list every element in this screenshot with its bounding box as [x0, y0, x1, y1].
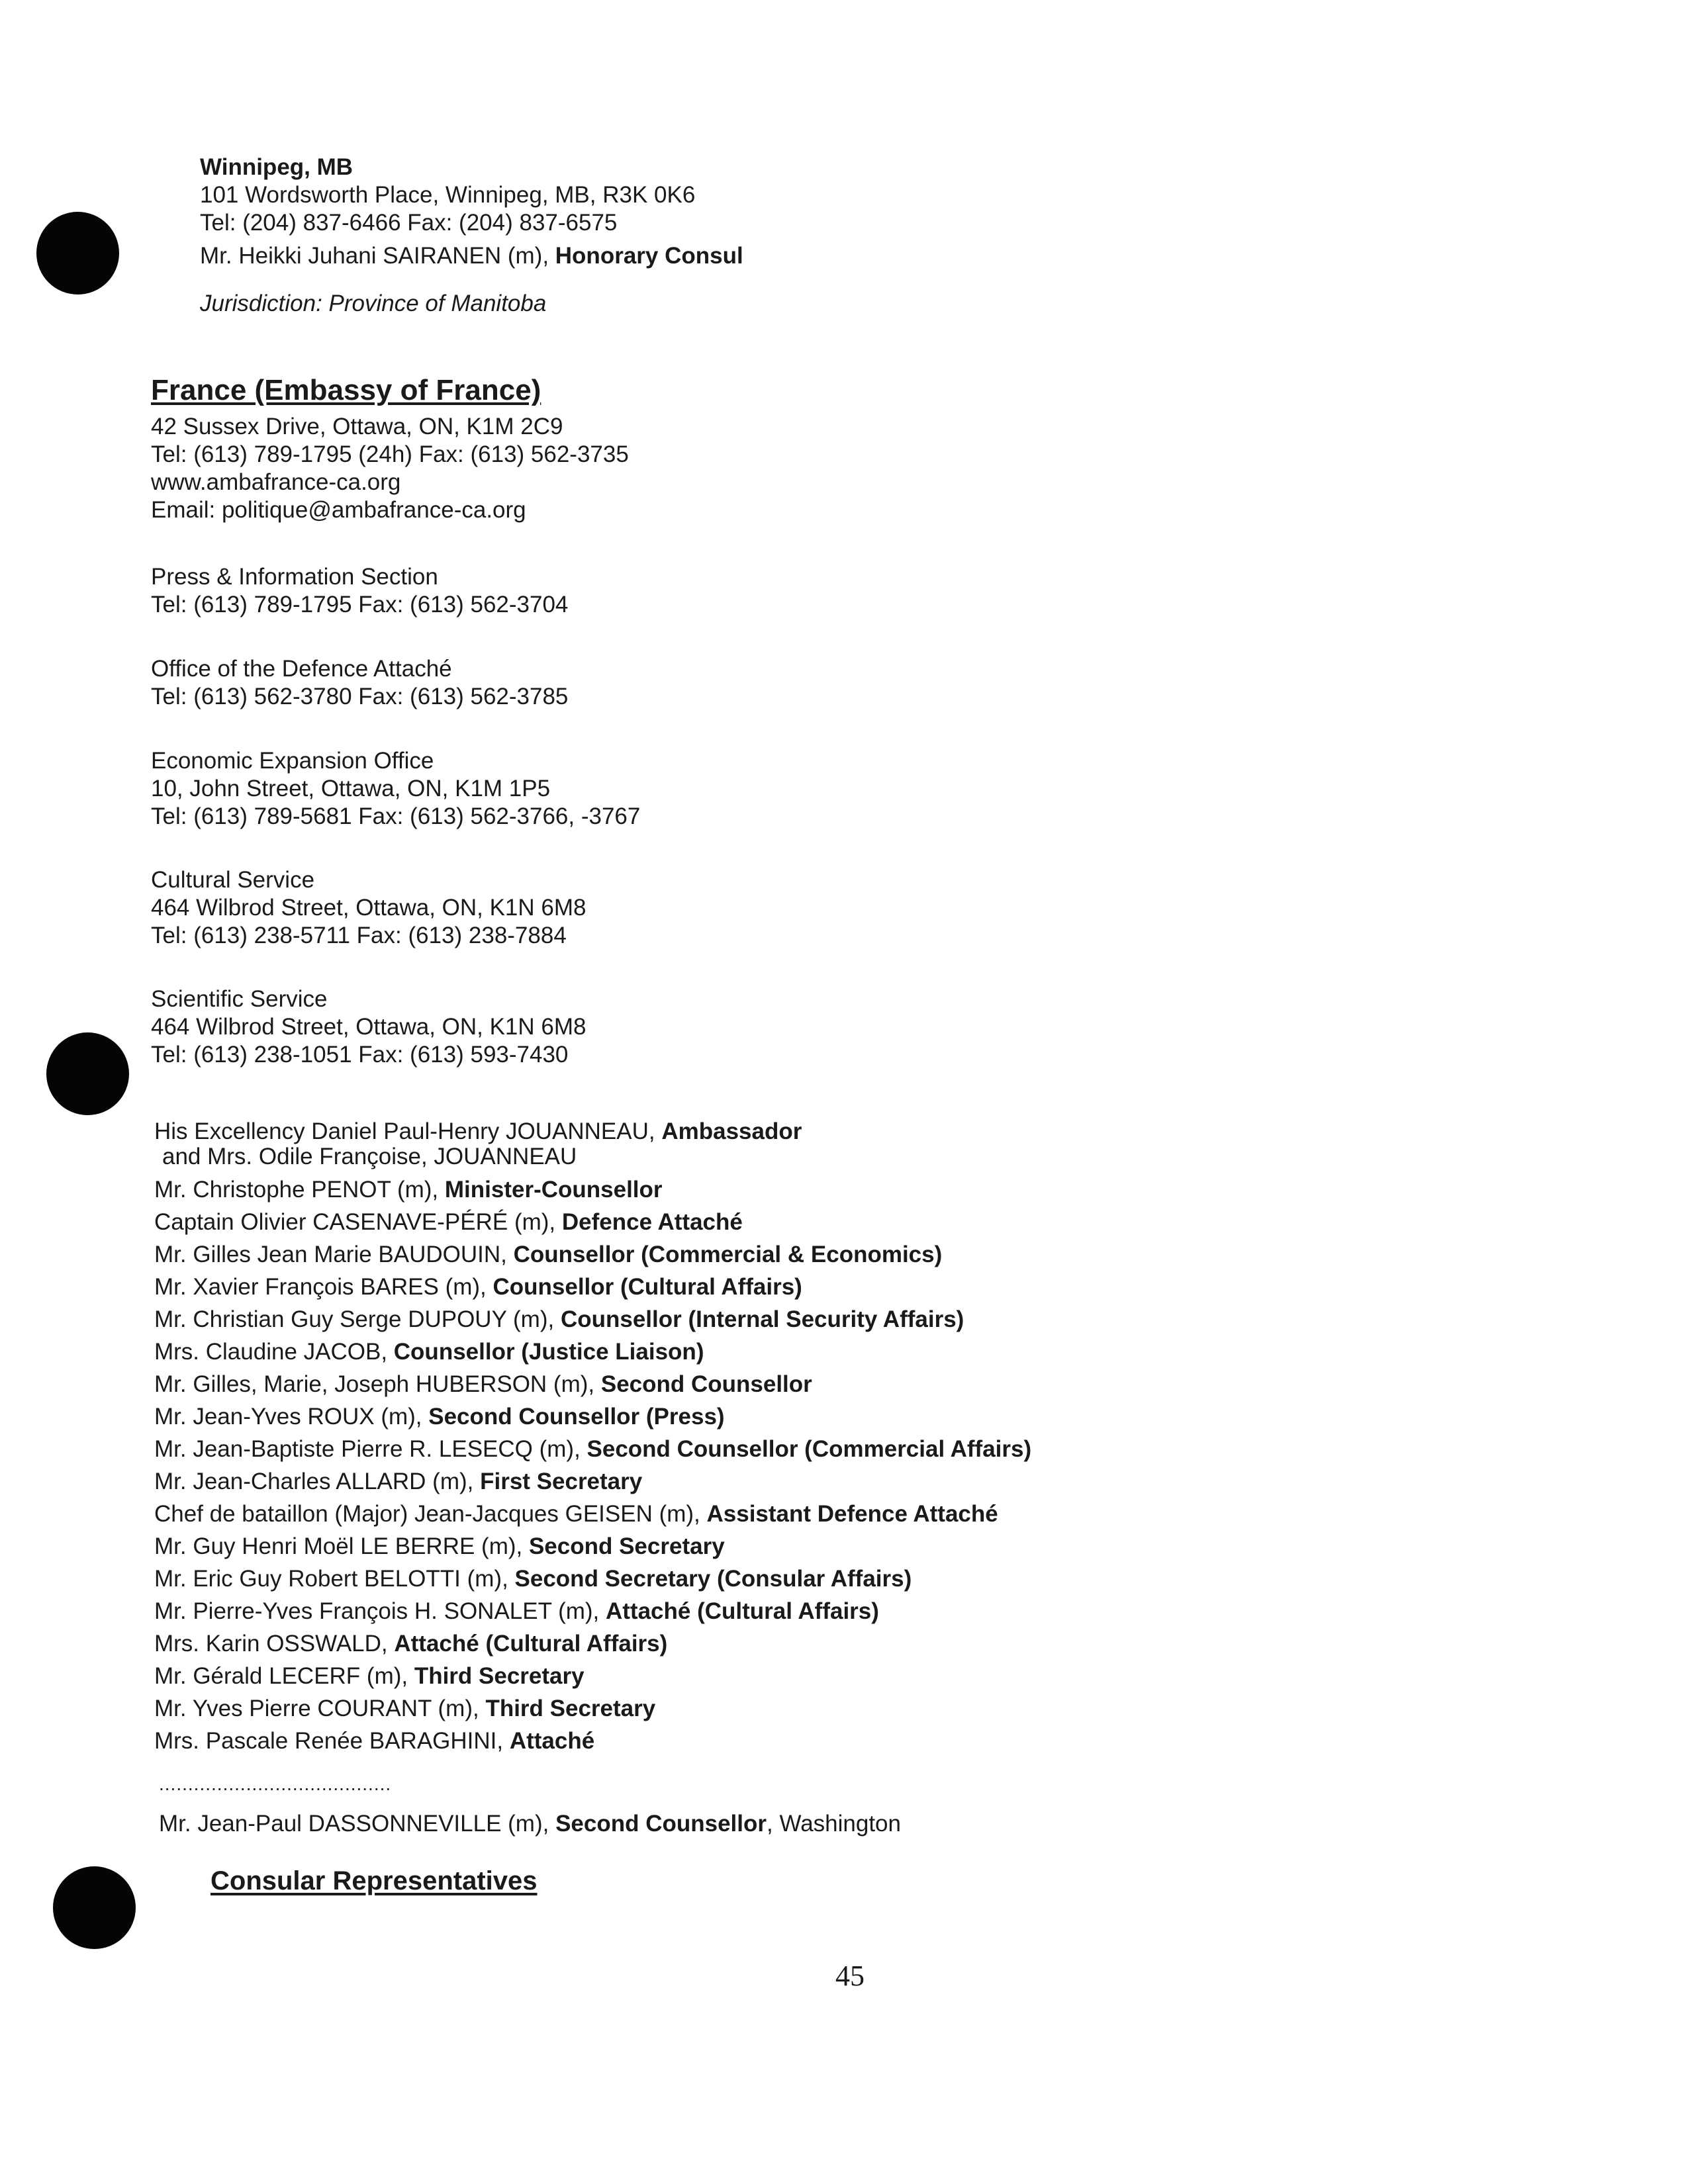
- page-number: 45: [835, 1960, 865, 1992]
- section-name: Office of the Defence Attaché: [151, 656, 452, 682]
- staff-row: [154, 1725, 1031, 1757]
- section-phone: Tel: (613) 238-1051 Fax: (613) 593-7430: [151, 1042, 569, 1068]
- section-address: 464 Wilbrod Street, Ottawa, ON, K1N 6M8: [151, 1014, 586, 1040]
- staff-name: Mr. Yves Pierre COURANT (m),: [154, 1696, 486, 1721]
- staff-row: [154, 1173, 1031, 1206]
- section-scientific: [151, 985, 586, 1069]
- winnipeg-consulate: [200, 154, 743, 318]
- embassy-website: www.ambafrance-ca.org: [151, 469, 401, 495]
- staff-title: Counsellor (Justice Liaison): [393, 1339, 704, 1365]
- staff-row: [154, 1530, 1031, 1563]
- staff-name: Mrs. Karin OSSWALD,: [154, 1631, 395, 1657]
- staff-title: Attaché (Cultural Affairs): [394, 1631, 668, 1657]
- consulate-phone: Tel: (204) 837-6466 Fax: (204) 837-6575: [200, 210, 618, 236]
- staff-title: Counsellor (Internal Security Affairs): [560, 1306, 964, 1332]
- staff-title: Attaché (Cultural Affairs): [606, 1598, 879, 1624]
- section-phone: Tel: (613) 238-5711 Fax: (613) 238-7884: [151, 923, 567, 948]
- staff-title: Third Secretary: [414, 1663, 585, 1689]
- section-defence: [151, 655, 568, 711]
- staff-title: Second Counsellor: [600, 1371, 812, 1397]
- section-name: Economic Expansion Office: [151, 748, 434, 774]
- staff-name: and Mrs. Odile Françoise, JOUANNEAU: [162, 1144, 577, 1169]
- staff-row: [154, 1368, 1031, 1400]
- staff-row: [154, 1206, 1031, 1238]
- staff-title: Second Counsellor (Commercial Affairs): [586, 1436, 1032, 1462]
- punch-hole: [46, 1032, 129, 1115]
- staff-row: [154, 1465, 1031, 1498]
- embassy-contact: [151, 413, 629, 524]
- staff-title: Attaché: [509, 1728, 595, 1754]
- staff-name: Mr. Jean-Charles ALLARD (m),: [154, 1469, 481, 1494]
- staff-name: His Excellency Daniel Paul-Henry JOUANNEAU,: [154, 1118, 662, 1144]
- section-economic: [151, 747, 640, 831]
- staff-row: [154, 1115, 1031, 1148]
- section-name: Scientific Service: [151, 986, 328, 1012]
- staff-name: Mr. Christian Guy Serge DUPOUY (m),: [154, 1306, 561, 1332]
- embassy-email: Email: politique@ambafrance-ca.org: [151, 497, 526, 523]
- staff-row: [154, 1303, 1031, 1336]
- section-press: [151, 563, 568, 619]
- consul-entry: [200, 242, 743, 270]
- staff-name: Mr. Xavier François BARES (m),: [154, 1274, 493, 1300]
- staff-name: Chef de bataillon (Major) Jean-Jacques GEISEN (m),: [154, 1501, 707, 1527]
- consulate-jurisdiction: Jurisdiction: Province of Manitoba: [200, 291, 547, 316]
- staff-title: Second Secretary: [528, 1533, 725, 1559]
- staff-row: [154, 1433, 1031, 1465]
- consulate-city: Winnipeg, MB: [200, 154, 353, 180]
- washington-entry: [159, 1810, 901, 1838]
- staff-name: Mr. Pierre-Yves François H. SONALET (m),: [154, 1598, 606, 1624]
- section-cultural: [151, 866, 586, 950]
- staff-name: Mr. Gilles Jean Marie BAUDOUIN,: [154, 1242, 514, 1267]
- consul-title: Honorary Consul: [555, 243, 743, 269]
- staff-title: Defence Attaché: [561, 1209, 743, 1235]
- section-name: Press & Information Section: [151, 564, 438, 590]
- staff-row: [154, 1627, 1031, 1660]
- staff-name: Mr. Jean-Paul DASSONNEVILLE (m),: [159, 1811, 556, 1837]
- section-address: 10, John Street, Ottawa, ON, K1M 1P5: [151, 776, 551, 801]
- diplomatic-staff-list: [154, 1115, 1031, 1757]
- consular-representatives-heading: Consular Representatives: [211, 1866, 538, 1895]
- section-name: Cultural Service: [151, 867, 315, 893]
- staff-title: Minister-Counsellor: [444, 1177, 663, 1203]
- staff-name: Mrs. Pascale Renée BARAGHINI,: [154, 1728, 510, 1754]
- embassy-phone: Tel: (613) 789-1795 (24h) Fax: (613) 562-3735: [151, 441, 629, 467]
- staff-title: Ambassador: [661, 1118, 802, 1144]
- staff-row: [154, 1595, 1031, 1627]
- section-phone: Tel: (613) 789-1795 Fax: (613) 562-3704: [151, 592, 569, 617]
- staff-row: [154, 1660, 1031, 1692]
- section-phone: Tel: (613) 562-3780 Fax: (613) 562-3785: [151, 684, 569, 709]
- staff-row: [154, 1563, 1031, 1595]
- staff-row: [154, 1400, 1031, 1433]
- staff-title: Second Counsellor (Press): [428, 1404, 725, 1430]
- staff-name: Mr. Christophe PENOT (m),: [154, 1177, 445, 1203]
- staff-row-spouse: [154, 1144, 1031, 1173]
- punch-hole: [53, 1866, 136, 1949]
- staff-name: Mr. Jean-Baptiste Pierre R. LESECQ (m),: [154, 1436, 587, 1462]
- staff-title: Counsellor (Cultural Affairs): [492, 1274, 802, 1300]
- staff-name: Captain Olivier CASENAVE-PÉRÉ (m),: [154, 1209, 562, 1235]
- country-heading: France (Embassy of France): [151, 374, 541, 406]
- section-phone: Tel: (613) 789-5681 Fax: (613) 562-3766, -3767: [151, 803, 641, 829]
- staff-name: Mr. Guy Henri Moël LE BERRE (m),: [154, 1533, 529, 1559]
- staff-row: [154, 1692, 1031, 1725]
- section-address: 464 Wilbrod Street, Ottawa, ON, K1N 6M8: [151, 895, 586, 921]
- staff-name: Mr. Gérald LECERF (m),: [154, 1663, 414, 1689]
- staff-title: Assistant Defence Attaché: [706, 1501, 998, 1527]
- staff-row: [154, 1271, 1031, 1303]
- staff-row: [154, 1336, 1031, 1368]
- staff-name: Mr. Jean-Yves ROUX (m),: [154, 1404, 429, 1430]
- staff-title: Counsellor (Commercial & Economics): [513, 1242, 943, 1267]
- staff-location: , Washington: [767, 1811, 901, 1837]
- staff-row: [154, 1238, 1031, 1271]
- staff-title: Second Counsellor: [555, 1811, 767, 1837]
- consul-name: Mr. Heikki Juhani SAIRANEN (m),: [200, 243, 555, 269]
- staff-title: First Secretary: [480, 1469, 643, 1494]
- staff-name: Mrs. Claudine JACOB,: [154, 1339, 394, 1365]
- staff-name: Mr. Gilles, Marie, Joseph HUBERSON (m),: [154, 1371, 601, 1397]
- staff-title: Third Secretary: [485, 1696, 656, 1721]
- embassy-address: 42 Sussex Drive, Ottawa, ON, K1M 2C9: [151, 414, 563, 439]
- staff-row: [154, 1498, 1031, 1530]
- consulate-address: 101 Wordsworth Place, Winnipeg, MB, R3K 0K6: [200, 182, 696, 208]
- dotted-separator: ........................................: [159, 1774, 392, 1794]
- punch-hole: [36, 212, 119, 295]
- staff-title: Second Secretary (Consular Affairs): [514, 1566, 912, 1592]
- staff-name: Mr. Eric Guy Robert BELOTTI (m),: [154, 1566, 515, 1592]
